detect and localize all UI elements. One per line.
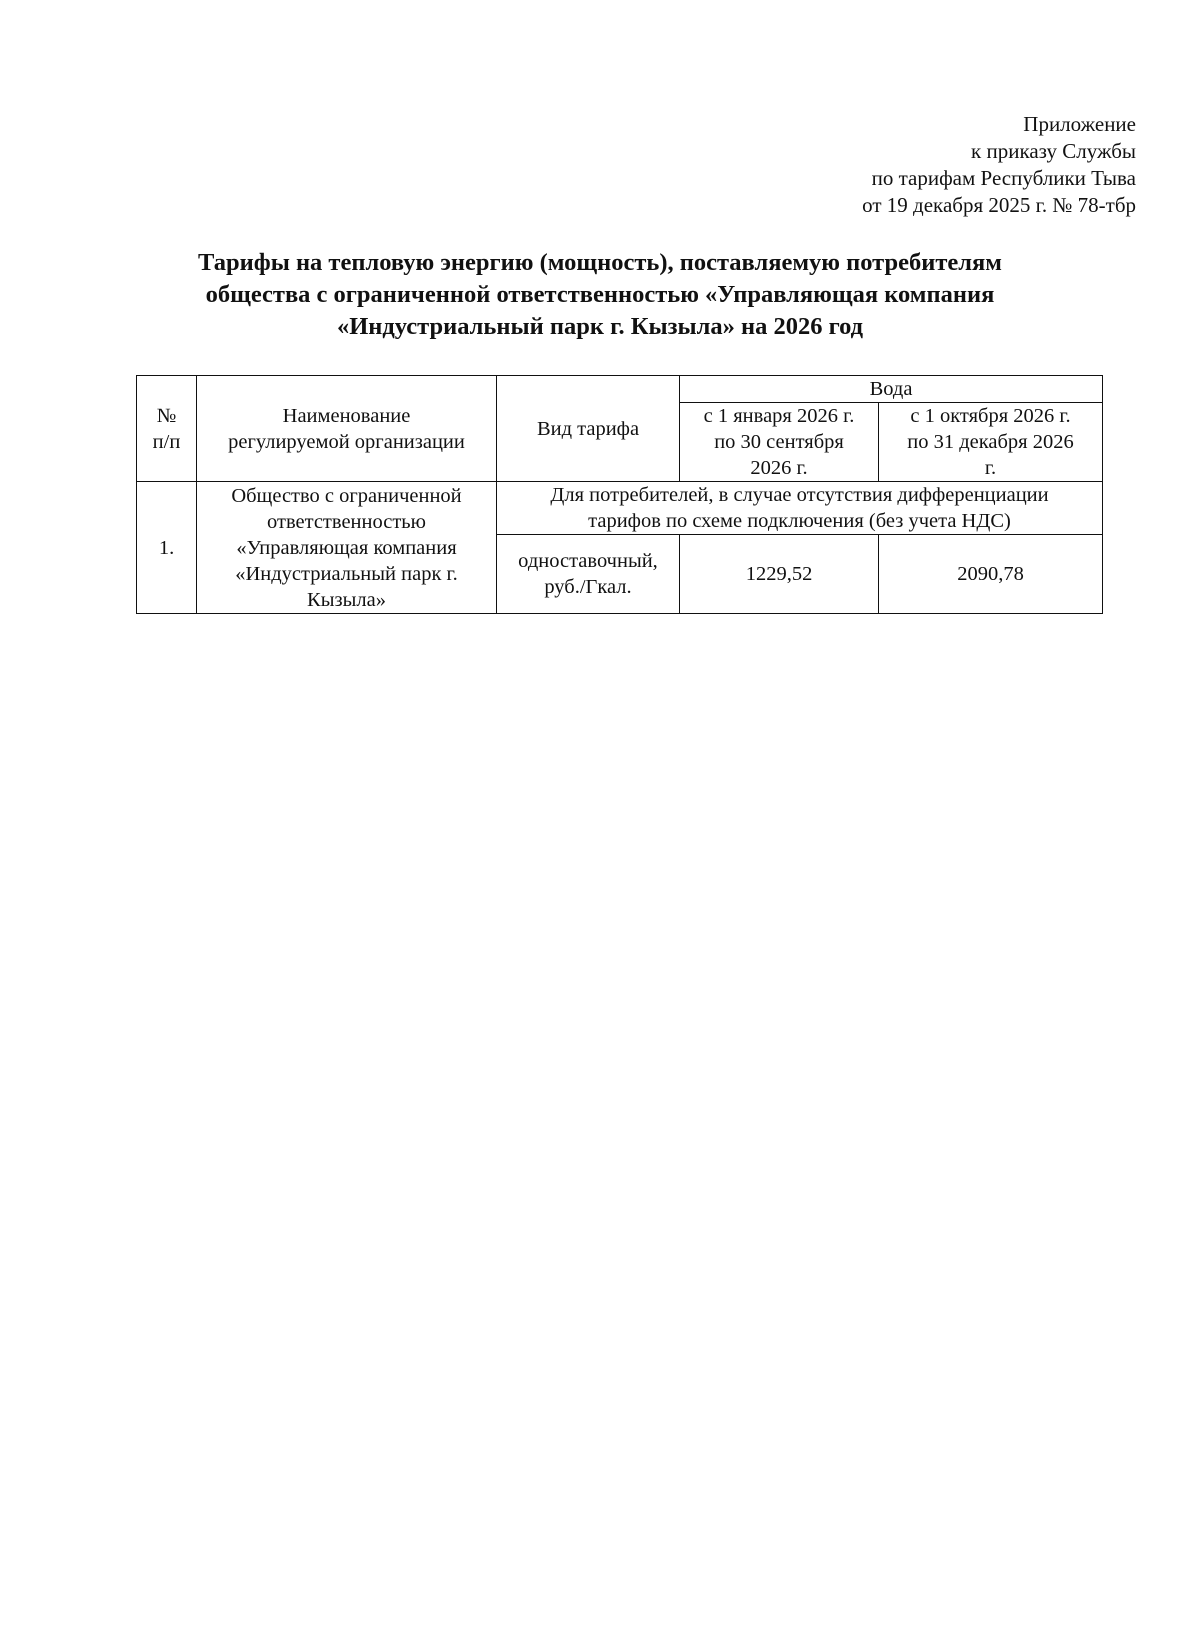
row-consumer-note: Для потребителей, в случае отсутствия дифференциации тарифов по схеме подключения (без учета НДС) xyxy=(497,482,1103,535)
header-water: Вода xyxy=(680,376,1103,403)
row-value-period-2: 2090,78 xyxy=(879,535,1103,614)
appendix-block xyxy=(862,111,1136,219)
table-row xyxy=(137,482,1103,535)
header-row xyxy=(137,376,1103,403)
appendix-line: Приложение xyxy=(1023,112,1136,136)
header-tariff-type: Вид тарифа xyxy=(497,376,680,482)
header-period-1: с 1 января 2026 г. по 30 сентября 2026 г. xyxy=(680,403,879,482)
appendix-line: от 19 декабря 2025 г. № 78-тбр xyxy=(862,193,1136,217)
title-line: Тарифы на тепловую энергию (мощность), поставляемую потребителям xyxy=(198,249,1002,276)
row-number: 1. xyxy=(137,482,197,614)
row-value-period-1: 1229,52 xyxy=(680,535,879,614)
header-period-2: с 1 октября 2026 г. по 31 декабря 2026 г. xyxy=(879,403,1103,482)
appendix-line: по тарифам Республики Тыва xyxy=(871,166,1136,190)
tariff-table xyxy=(136,375,1103,614)
row-organization: Общество с ограниченной ответственностью «Управляющая компания «Индустриальный парк г. Кызыла» xyxy=(197,482,497,614)
document-title xyxy=(100,247,1100,343)
row-tariff-type: одноставочный, руб./Гкал. xyxy=(497,535,680,614)
title-line: «Индустриальный парк г. Кызыла» на 2026 год xyxy=(336,313,864,340)
appendix-line: к приказу Службы xyxy=(971,139,1136,163)
header-organization: Наименование регулируемой организации xyxy=(197,376,497,482)
title-line: общества с ограниченной ответственностью «Управляющая компания xyxy=(205,281,995,308)
header-number: № п/п xyxy=(137,376,197,482)
